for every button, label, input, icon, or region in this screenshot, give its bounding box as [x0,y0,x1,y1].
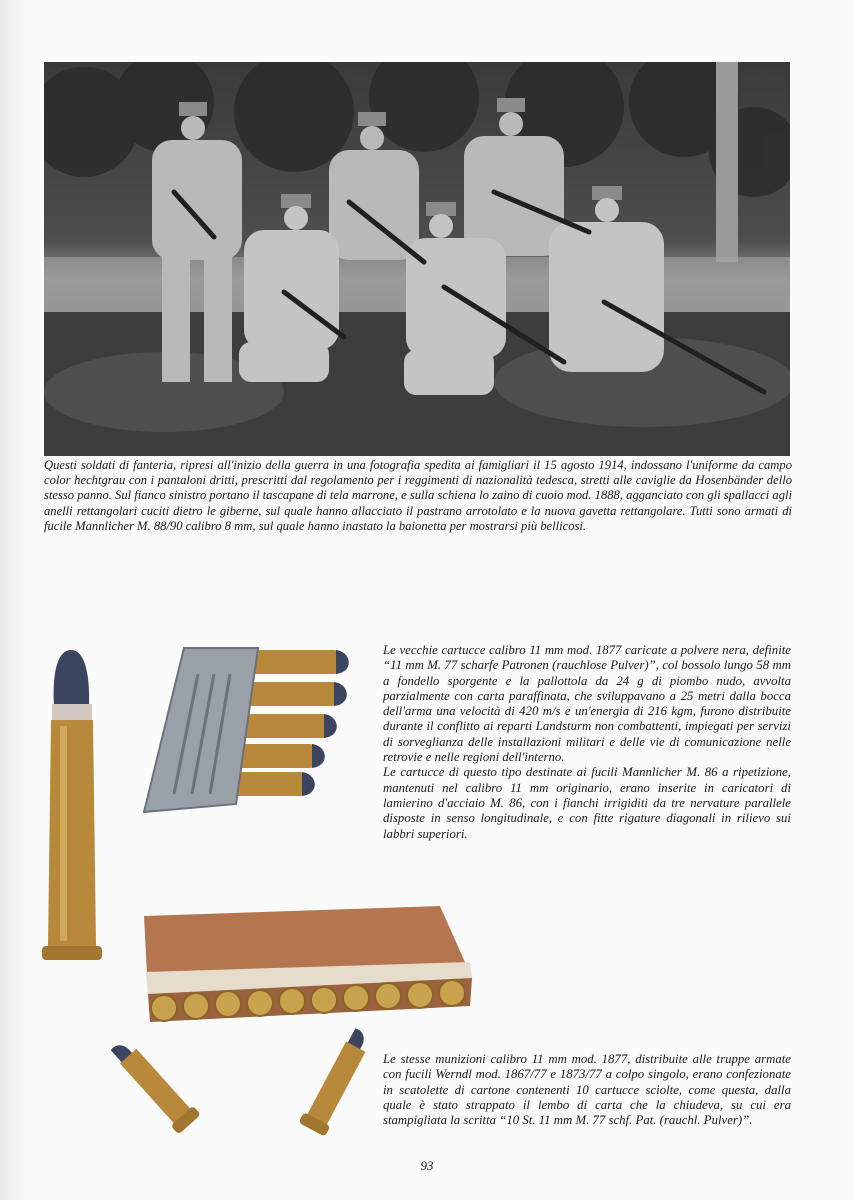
loose-cartridge-left [106,1024,214,1144]
paragraph-cartridges-1877: Le vecchie cartucce calibro 11 mm mod. 1877 caricate a polvere nera, definite “11 mm M. 77 scharfe Patronen (rauchlose Pulver)”, col bossolo lungo 58 mm a fondello sporgente e la pallottola da 24 g di piombo nudo, avvolta parzialmente con carta paraffinata, che sviluppavano a 25 metri dalla bocca dell'arma una velocità di 420 m/s e un'energia di 216 kgm, furono distribuite durante il conflitto ai reparti Landsturm non combattenti, impiegati per servizi di sorveglianza delle installazioni militari e delle vie di comunicazione nelle retrovie e nelle regioni dell'interno. [383,643,791,765]
paragraph-mannlicher-clips: Le cartucce di questo tipo destinate ai fucili Mannlicher M. 86 a ripetizione, mantenuti nel calibro 11 mm originario, erano inserite in caricatori di lamierino d'acciaio M. 86, con i fianchi irrigiditi da tre nervature parallele disposte in senso longitudinale, e con fitte rigature diagonali in rilievo sui labbri superiori. [383,765,791,841]
stripper-clip-m86 [140,644,356,816]
box-description: Le stesse munizioni calibro 11 mm mod. 1877, distribuite alle truppe armate con fucili Werndl mod. 1867/77 e 1873/77 a colpo singolo, erano confezionate in scatolette di cartone contenenti 10 cartucce sciolte, come questa, dalla quale è stato strappato il lembo di carta che la chiudeva, su cui era stampigliata la scritta “10 St. 11 mm M. 77 schf. Pat. (rauchl. Pulver)”. [383,1052,791,1128]
historical-photo [44,62,790,456]
page-edge-shadow [0,0,26,1200]
photo-caption: Questi soldati di fanteria, ripresi all'inizio della guerra in una fotografia spedita ai famigliari il 15 agosto 1914, indossano l'uniforme da campo color hechtgrau con i pantaloni dritti, prescritti dal regolamento per i reggimenti di nazionalità tedesca, stretti alle caviglie da Hosenbänder dello stesso panno. Sul fianco sinistro portano il tascapane di tela marrone, e sulla schiena lo zaino di cuoio mod. 1888, agganciato con gli spallacci agli anelli rettangolari cuciti dietro le giberne, sul quale hanno allacciato il pastrano arrotolato e la nuova gavetta rettangolare. Tutti sono armati di fucile Mannlicher M. 88/90 calibro 8 mm, sul quale hanno inastato la baionetta per mostrarsi più bellicosi. [44,458,792,533]
loose-cartridge-right [296,1024,376,1148]
cartridge-11mm-upright [40,646,104,968]
cartridge-description [383,643,791,842]
cardboard-cartridge-box [140,902,476,1026]
page-number: 93 [420,1158,434,1173]
